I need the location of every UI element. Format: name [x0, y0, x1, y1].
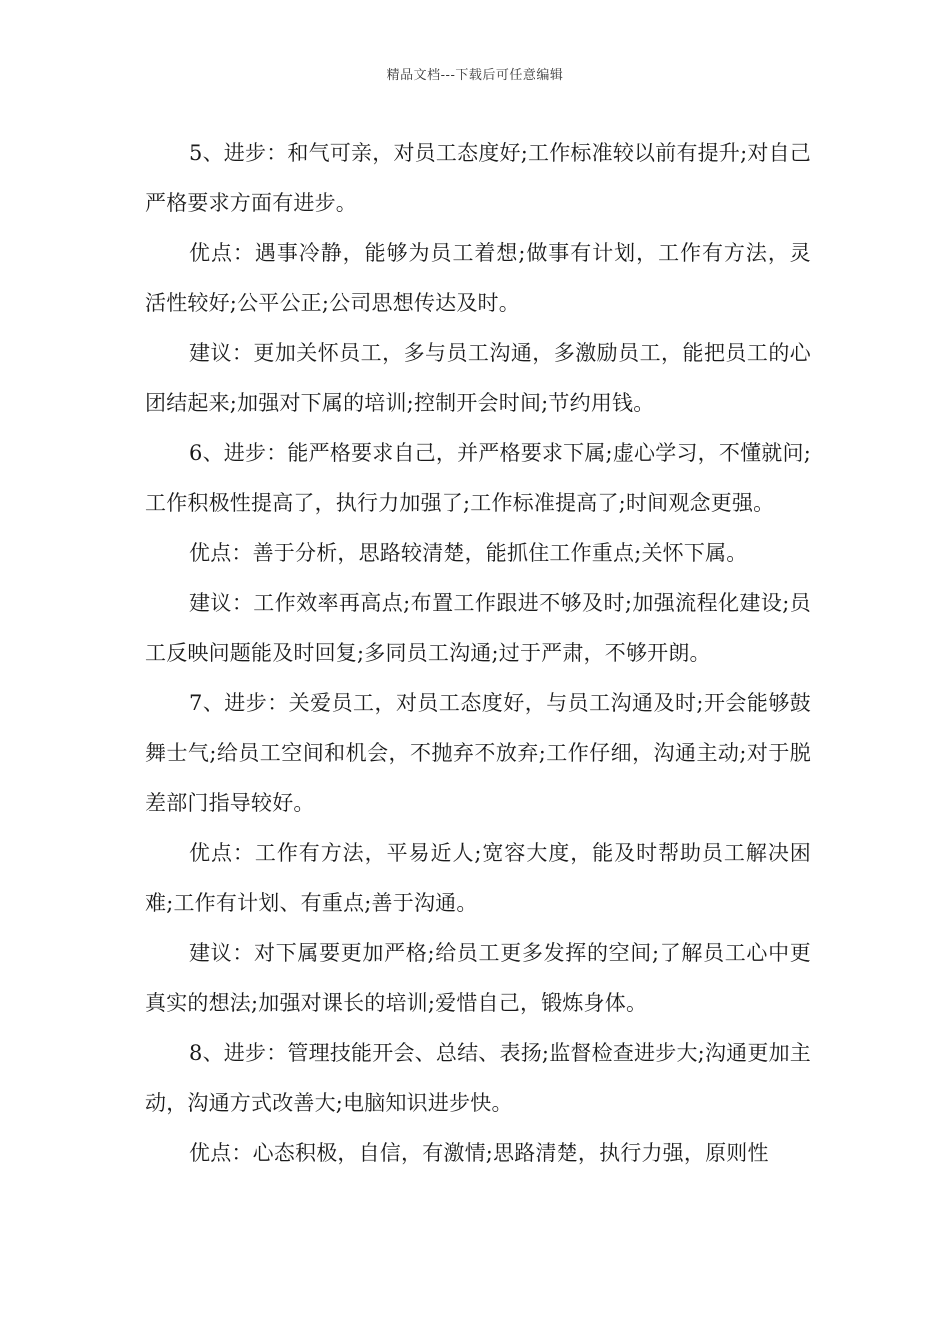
- paragraph-progress-5: 5、进步：和气可亲，对员工态度好;工作标准较以前有提升;对自己严格要求方面有进步。: [145, 141, 811, 215]
- paragraph-strengths-8: 优点：心态积极，自信，有激情;思路清楚，执行力强，原则性: [189, 1141, 769, 1165]
- paragraph-strengths-5: 优点：遇事冷静，能够为员工着想;做事有计划，工作有方法，灵活性较好;公平公正;公司思想传达及时。: [145, 241, 811, 315]
- document-body: [145, 128, 811, 1178]
- paragraph-progress-8: 8、进步：管理技能开会、总结、表扬;监督检查进步大;沟通更加主动，沟通方式改善大;电脑知识进步快。: [145, 1041, 811, 1115]
- paragraph-strengths-7: 优点：工作有方法，平易近人;宽容大度，能及时帮助员工解决困难;工作有计划、有重点;善于沟通。: [145, 841, 811, 915]
- paragraph-strengths-6: 优点：善于分析，思路较清楚，能抓住工作重点;关怀下属。: [189, 541, 748, 565]
- paragraph-suggestions-5: 建议：更加关怀员工，多与员工沟通，多激励员工，能把员工的心团结起来;加强对下属的培训;控制开会时间;节约用钱。: [145, 341, 811, 415]
- page-header: 精品文档---下载后可任意编辑: [386, 68, 564, 83]
- paragraph-suggestions-7: 建议：对下属要更加严格;给员工更多发挥的空间;了解员工心中更真实的想法;加强对课长的培训;爱惜自己，锻炼身体。: [145, 941, 811, 1015]
- paragraph-suggestions-6: 建议：工作效率再高点;布置工作跟进不够及时;加强流程化建设;员工反映问题能及时回复;多同员工沟通;过于严肃，不够开朗。: [145, 591, 811, 665]
- paragraph-progress-6: 6、进步：能严格要求自己，并严格要求下属;虚心学习，不懂就问;工作积极性提高了，执行力加强了;工作标准提高了;时间观念更强。: [145, 441, 811, 515]
- paragraph-progress-7: 7、进步：关爱员工，对员工态度好，与员工沟通及时;开会能够鼓舞士气;给员工空间和机会，不抛弃不放弃;工作仔细，沟通主动;对于脱差部门指导较好。: [145, 691, 811, 815]
